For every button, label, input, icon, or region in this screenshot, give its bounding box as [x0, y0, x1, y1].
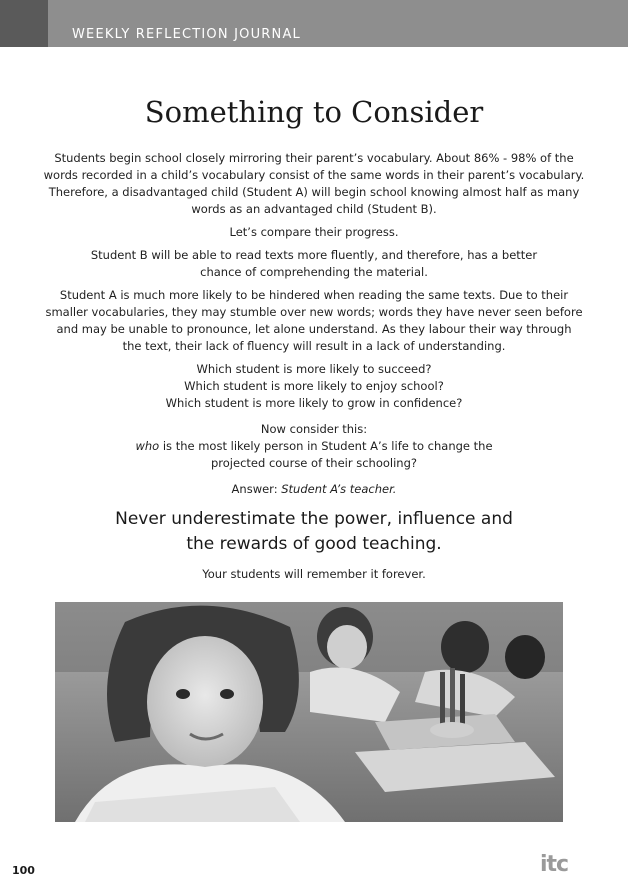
itc-logo: itc — [540, 852, 569, 877]
student-a-line: smaller vocabularies, they may stumble over new words; words they have never seen before — [45, 305, 583, 319]
compare-line: Let’s compare their progress. — [229, 225, 399, 239]
student-a-paragraph — [40, 287, 588, 355]
answer-label: Answer: — [231, 482, 282, 496]
question-line: Which student is more likely to enjoy school? — [184, 379, 444, 393]
consider-block — [40, 421, 588, 472]
consider-line-2-rest: is the most likely person in Student A’s life to change the — [159, 439, 493, 453]
student-a-line: the text, their lack of fluency will result in a lack of understanding. — [122, 339, 506, 353]
closing-line: Your students will remember it forever. — [202, 567, 426, 581]
page-title: Something to Consider — [144, 95, 484, 129]
classroom-photo — [55, 602, 563, 822]
consider-emphasis: who — [135, 439, 160, 453]
question-line: Which student is more likely to grow in confidence? — [165, 396, 463, 410]
answer-value: Student A’s teacher. — [281, 482, 397, 496]
intro-line: Therefore, a disadvantaged child (Student A) will begin school knowing almost half as many — [48, 185, 580, 199]
student-b-line: chance of comprehending the material. — [200, 265, 428, 279]
answer-line — [40, 481, 588, 498]
consider-line-2 — [40, 438, 588, 455]
intro-paragraph — [40, 150, 588, 218]
student-b-line: Student B will be able to read texts more fluently, and therefore, has a better — [90, 248, 538, 262]
consider-line-3: projected course of their schooling? — [211, 456, 417, 470]
student-b-paragraph — [40, 247, 588, 281]
emphasis-line: the rewards of good teaching. — [186, 534, 442, 554]
header-tab — [0, 0, 48, 47]
student-a-line: and may be unable to pronounce, let alone understand. As they labour their way through — [56, 322, 572, 336]
question-line: Which student is more likely to succeed? — [196, 362, 432, 376]
questions-block — [40, 361, 588, 412]
intro-line: words as an advantaged child (Student B). — [191, 202, 437, 216]
page-number: 100 — [12, 864, 35, 877]
intro-line: Students begin school closely mirroring their parent’s vocabulary. About 86% - 98% of the — [54, 151, 574, 165]
student-a-line: Student A is much more likely to be hindered when reading the same texts. Due to their — [59, 288, 569, 302]
emphasis-quote — [40, 507, 588, 557]
consider-line-1: Now consider this: — [260, 422, 368, 436]
emphasis-line: Never underestimate the power, influence and — [115, 509, 513, 529]
classroom-photo-illustration — [55, 602, 563, 822]
journal-title: WEEKLY REFLECTION JOURNAL — [72, 27, 301, 42]
intro-line: words recorded in a child’s vocabulary consist of the same words in their parent’s vocabulary. — [43, 168, 585, 182]
